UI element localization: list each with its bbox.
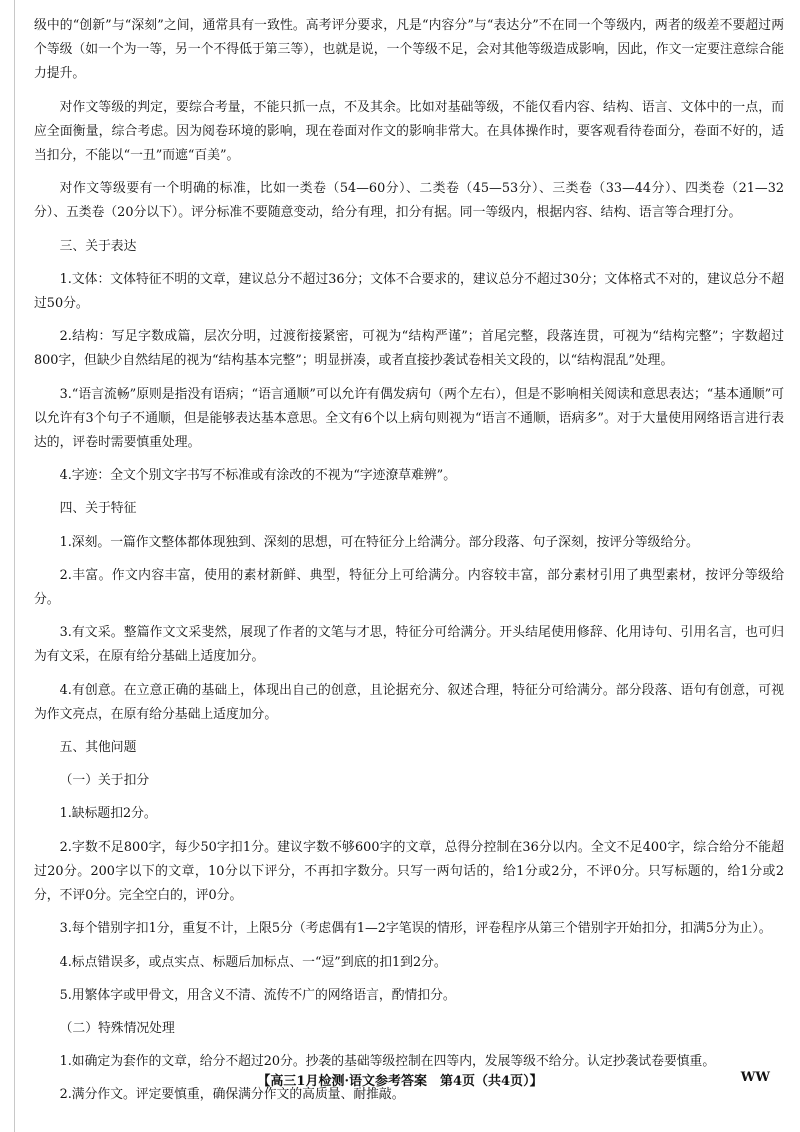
paragraph: 4.标点错误多，或点实点、标题后加标点、一“逗”到底的扣1到2分。 — [59, 954, 447, 970]
paragraph: 2.满分作文。评定要慎重，确保满分作文的高质量、耐推敲。 — [59, 1087, 405, 1103]
paragraph: 1.文体：文体特征不明的文章，建议总分不超过36分；文体不合要求的，建议总分不超过30分；文体格式不对的，建议总分不超过50分。 — [34, 271, 784, 312]
section-heading: 四、关于特征 — [59, 501, 137, 517]
paragraph: 2.丰富。作文内容丰富，使用的素材新鲜、典型，特征分上可给满分。内容较丰富，部分素材引用了典型素材，按评分等级给分。 — [34, 567, 784, 608]
footer-mark: WW — [740, 1070, 770, 1085]
section-heading: （二）特殊情况处理 — [59, 1020, 175, 1036]
margin-rule — [14, 0, 15, 1132]
document-body — [34, 14, 784, 1117]
paragraph: 1.如确定为套作的文章，给分不超过20分。抄袭的基础等级控制在四等内，发展等级不给分。认定抄袭试卷要慎重。 — [59, 1054, 716, 1070]
paragraph: 3.有文采。整篇作文文采斐然，展现了作者的文笔与才思，特征分可给满分。开头结尾使用修辞、化用诗句、引用名言，也可归为有文采，在原有给分基础上适度加分。 — [34, 625, 784, 665]
paragraph: 1.缺标题扣2分。 — [59, 806, 157, 822]
section-heading: 五、其他问题 — [59, 740, 137, 756]
page-footer: 【高三1月检测·语文参考答案 第4页（共4页）】 — [257, 1074, 543, 1089]
section-heading: （一）关于扣分 — [59, 773, 150, 789]
paragraph: 对作文等级的判定，要综合考量，不能只抓一点，不及其余。比如对基础等级，不能仅看内容、结构、语言、文体中的一点，而应全面衡量，综合考虑。因为阅卷环境的影响，现在卷面对作文的影响非常大。在具体操作时，要客观看待卷面分，卷面不好的，适当扣分，不能以“一丑”而遮“百美”。 — [34, 99, 784, 164]
paragraph: 3.“语言流畅”原则是指没有语病；“语言通顺”可以允许有偶发病句（两个左右），但是不影响相关阅读和意思表达；“基本通顺”可以允许有3个句子不通顺，但是能够表达基本意思。全文有6个以上病句则视为“语言不通顺，语病多”。对于大量使用网络语言进行表达的，评卷时需要慎重处理。 — [34, 386, 785, 451]
paragraph: 4.有创意。在立意正确的基础上，体现出自己的创意，且论据充分、叙述合理，特征分可给满分。部分段落、语句有创意，可视为作文亮点，在原有给分基础上适度加分。 — [34, 682, 784, 722]
paragraph: 2.字数不足800字，每少50字扣1分。建议字数不够600字的文章，总得分控制在36分以内。全文不足400字，综合给分不能超过20分。200字以下的文章，10分以下评分，不再扣字数分。只写一两句话的，给1分或2分，不评0分。只写标题的，给1分或2分，不评0分。完全空白的，评0分。 — [34, 839, 784, 904]
paragraph: 1.深刻。一篇作文整体都体现独到、深刻的思想，可在特征分上给满分。部分段落、句子深刻，按评分等级给分。 — [59, 534, 699, 550]
paragraph: 2.结构：写足字数成篇，层次分明，过渡衔接紧密，可视为“结构严谨”；首尾完整，段落连贯，可视为“结构完整”；字数超过800字，但缺少自然结尾的视为“结构基本完整”；明显拼凑，或者直接抄袭试卷相关文段的，以“结构混乱”处理。 — [34, 329, 784, 369]
section-heading: 三、关于表达 — [59, 238, 137, 254]
paragraph: 级中的“创新”与“深刻”之间，通常具有一致性。高考评分要求，凡是“内容分”与“表达分”不在同一个等级内，两者的级差不要超过两个等级（如一个为一等，另一个不得低于第三等），也就是说，一个等级不足，会对其他等级造成影响，因此，作文一定要注意综合能力提升。 — [34, 18, 784, 82]
paragraph: 3.每个错别字扣1分，重复不计，上限5分（考虑偶有1—2字笔误的情形，评卷程序从第三个错别字开始扣分，扣满5分为止）。 — [59, 921, 772, 937]
paragraph: 5.用繁体字或甲骨文，用含义不清、流传不广的网络语言，酌情扣分。 — [59, 987, 456, 1003]
paragraph: 对作文等级要有一个明确的标准，比如一类卷（54—60分）、二类卷（45—53分）、三类卷（33—44分）、四类卷（21—32分）、五类卷（20分以下）。评分标准不要随意变动，给分有理，扣分有据。同一等级内，根据内容、结构、语言等合理打分。 — [34, 181, 784, 221]
paragraph: 4.字迹：全文个别文字书写不标准或有涂改的不视为“字迹潦草难辨”。 — [59, 468, 456, 484]
